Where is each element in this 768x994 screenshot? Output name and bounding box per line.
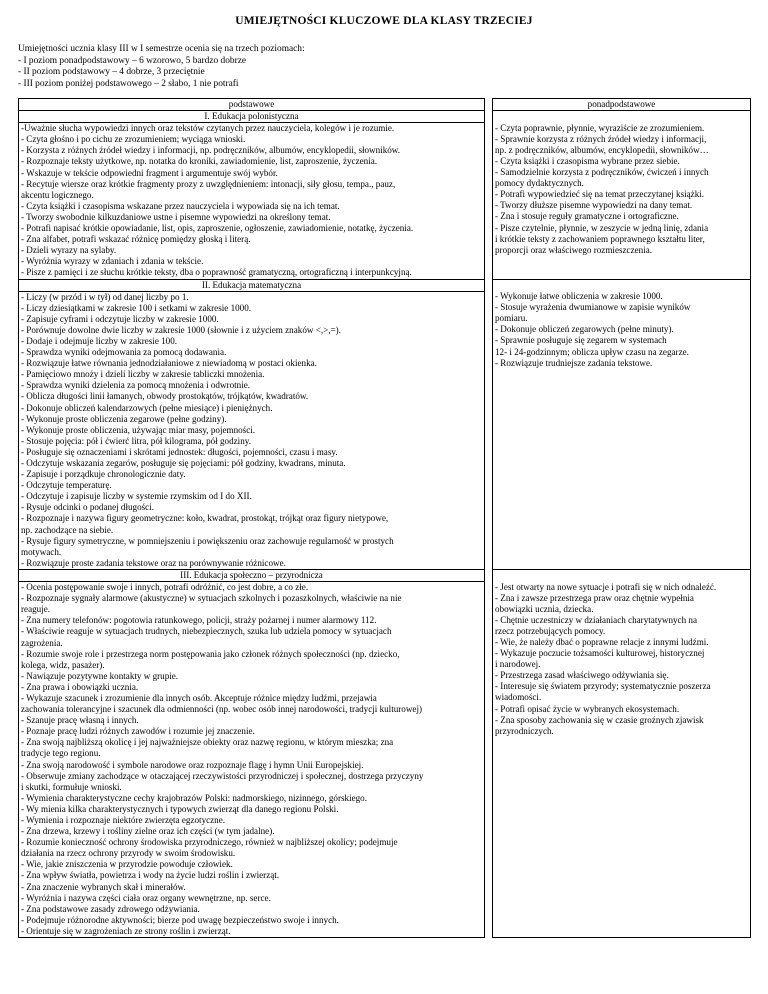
advanced-skill-line: 12- i 24-godzinnym; oblicza upływ czasu na zegarze.	[495, 346, 689, 357]
table-header-row	[19, 99, 751, 111]
advanced-skill-line: pomocy dydaktycznych.	[495, 178, 584, 189]
basic-skill-line: - Wykonuje proste obliczenia, używając miar masy, pojemności.	[21, 424, 256, 435]
advanced-skill-line: - Wykonuje łatwe obliczenia w zakresie 1000.	[495, 291, 663, 302]
basic-skill-line: - Czyta głośno i po cichu ze zrozumieniem; wyciąga wnioski.	[21, 134, 246, 145]
advanced-skill-line: - Rozwiązuje trudniejsze zadania tekstowe.	[495, 357, 653, 368]
advanced-skill-line: obowiązki ucznia, dziecka.	[495, 603, 594, 614]
basic-skill-line: - Dodaje i odejmuje liczby w zakresie 100.	[21, 335, 178, 346]
basic-skill-line: - Dzieli wyrazy na sylaby.	[21, 245, 117, 256]
basic-skill-line: - Liczy dziesiątkami w zakresie 100 i setkami w zakresie 1000.	[21, 302, 252, 313]
basic-skill-line: - Wykonuje proste obliczenia zegarowe (pełne godziny).	[21, 413, 227, 424]
section-heading: II. Edukacja matematyczna	[19, 279, 485, 291]
basic-skill-line: - Zna prawa i obowiązki ucznia.	[21, 681, 139, 692]
basic-skills-cell	[19, 291, 485, 569]
advanced-skill-line: - Sprawnie posługuje się zegarem w systemach	[495, 335, 667, 346]
advanced-skill-line: - Dokonuje obliczeń zegarowych (pełne minuty).	[495, 324, 674, 335]
advanced-skill-line: - Wykazuje poczucie tożsamości kulturowej, historycznej	[495, 648, 705, 659]
advanced-skill-line: - Przestrzega zasad właściwego odżywiania się.	[495, 670, 669, 681]
basic-skill-line: - Zna podstawowe zasady zdrowego odżywiania.	[21, 903, 200, 914]
basic-skill-line: zachowania tolerancyjne i szacunek dla odmienności (np. wobec osób innej narodowości, tradycji kulturowej)	[21, 704, 423, 715]
basic-skill-line: kolega, widz, pasażer).	[21, 659, 105, 670]
advanced-skills-cell	[493, 123, 751, 279]
advanced-skill-line: - Zna sposoby zachowania się w czasie groźnych zjawisk	[495, 714, 704, 725]
intro-line: - I poziom ponadpodstawowy – 6 wzorowo, 5 bardzo dobrze	[18, 55, 247, 66]
advanced-skill-line: - Stosuje wyrażenia dwumianowe w zapisie wyników	[495, 302, 691, 313]
advanced-skill-line: proporcji oraz właściwego rozmieszczenia.	[495, 244, 653, 255]
basic-skill-line: działania na rzecz ochrony przyrody w swoim środowisku.	[21, 848, 236, 859]
basic-skill-line: - Odczytuje temperaturę.	[21, 480, 112, 491]
basic-skill-line: - Zna znaczenie wybranych skał i minerałów.	[21, 881, 186, 892]
advanced-skill-line: - Zna i zawsze przestrzega praw oraz chętnie wypełnia	[495, 592, 694, 603]
basic-skill-line: - Wie, jakie zniszczenia w przyrodzie powoduje człowiek.	[21, 859, 233, 870]
basic-skill-line: - Posługuje się oznaczeniami i skrótami jednostek: długości, pojemności, czasu i masy.	[21, 446, 338, 457]
basic-skill-line: - Wymienia i rozpoznaje niektóre zwierzęta egzotyczne.	[21, 815, 226, 825]
basic-skill-line: - Pamięciowo mnoży i dzieli liczby w zakresie tabliczki mnożenia.	[21, 369, 265, 380]
basic-skill-line: - Nawiązuje pozytywne kontakty w grupie.	[21, 670, 179, 681]
basic-skill-line: - Wy mienia kilka charakterystycznych i typowych zwierząt dla danego regionu Polski.	[21, 803, 339, 814]
basic-skill-line: - Czyta książki i czasopisma wskazane przez nauczyciela i wypowiada się na ich temat.	[21, 200, 340, 211]
section-heading: III. Edukacja społeczno – przyrodnicza	[19, 569, 485, 581]
basic-skills-cell	[19, 123, 485, 279]
advanced-skill-line: wiadomości.	[495, 692, 542, 703]
advanced-skill-line: - Jest otwarty na nowe sytuacje i potrafi się w nich odnaleźć.	[495, 581, 717, 592]
basic-skill-line: - Wymienia charakterystyczne cechy krajobrazów Polski: nadmorskiego, nizinnego, górskiego.	[21, 792, 368, 803]
basic-skill-line: -Uważnie słucha wypowiedzi innych oraz tekstów czytanych przez nauczyciela, kolegów i je rozumie.	[21, 123, 395, 134]
section-heading-row	[19, 569, 751, 581]
advanced-skill-line: - Interesuje się światem przyrody; systematycznie poszerza	[495, 681, 711, 692]
basic-skill-line: - Rozumie swoje role i przestrzega norm postępowania jako członek różnych społeczności (np. dziecko,	[21, 648, 400, 659]
advanced-skill-line: - Chętnie uczestniczy w działaniach charytatywnych na	[495, 614, 697, 625]
advanced-skill-line: - Pisze czytelnie, płynnie, w zeszycie w jedną linię, zdania	[495, 222, 709, 233]
section-heading-row	[19, 111, 751, 123]
basic-skill-line: - Wskazuje w tekście odpowiedni fragment i argumentuje swój wybór.	[21, 167, 278, 178]
advanced-skill-line: - Potrafi opisać życie w wybranych ekosystemach.	[495, 703, 680, 714]
intro-line: Umiejętności ucznia klasy III w I semestrze ocenia się na trzech poziomach:	[18, 44, 305, 54]
basic-skill-line: reaguje.	[21, 604, 51, 615]
advanced-skill-line: - Sprawnie korzysta z różnych źródeł wiedzy i informacji,	[495, 133, 707, 144]
basic-skill-line: - Stosuje pojęcia: pół i ćwierć litra, pół kilograma, pół godziny.	[21, 435, 251, 446]
basic-skill-line: - Obserwuje zmiany zachodzące w otaczającej rzeczywistości przyrodniczej i społecznej, dostrzega przyczyny	[21, 770, 424, 781]
basic-skill-line: tradycje tego regionu.	[21, 748, 101, 759]
column-header-advanced: ponadpodstawowe	[493, 99, 751, 111]
basic-skill-line: - Korzysta z różnych źródeł wiedzy i informacji, np. podręczników, albumów, encyklopedii, słowników.	[21, 145, 401, 156]
basic-skill-line: - Zapisuje cyframi i odczytuje liczby w zakresie 1000.	[21, 313, 219, 324]
column-header-basic: podstawowe	[19, 99, 485, 111]
advanced-skill-line: i narodowej.	[495, 659, 541, 670]
basic-skill-line: - Liczy (w przód i w tył) od danej liczby po 1.	[21, 291, 189, 302]
advanced-skill-line: - Zna i stosuje reguły gramatyczne i ortograficzne.	[495, 211, 679, 222]
basic-skill-line: - Zna numery telefonów: pogotowia ratunkowego, policji, straży pożarnej i numer alarmowy 112.	[21, 615, 377, 626]
basic-skill-line: - Recytuje wiersze oraz krótkie fragmenty prozy z uwzględnieniem: intonacji, siły głosu, tempa., pauz,	[21, 178, 396, 189]
advanced-skills-cell	[493, 291, 751, 569]
basic-skill-line: np. zachodzące na siebie.	[21, 524, 114, 535]
basic-skill-line: - Sprawdza wyniki dzielenia za pomocą mnożenia i odwrotnie.	[21, 380, 251, 391]
section-content-row	[19, 123, 751, 279]
basic-skill-line: - Rozpoznaje i nazywa figury geometryczne: koło, kwadrat, prostokąt, trójkąt oraz figury nietypowe,	[21, 513, 389, 524]
basic-skill-line: - Dokonuje obliczeń kalendarzowych (pełne miesiące) i pieniężnych.	[21, 402, 273, 413]
basic-skill-line: - Wyróżnia wyrazy w zdaniach i zdania w tekście.	[21, 256, 204, 267]
intro-line: - III poziom poniżej podstawowego – 2 słabo, 1 nie potrafi	[18, 78, 239, 89]
basic-skill-line: motywach.	[21, 546, 62, 557]
basic-skill-line: - Zapisuje i porządkuje chronologicznie daty.	[21, 469, 186, 480]
basic-skill-line: - Sprawdza wyniki odejmowania za pomocą dodawania.	[21, 347, 227, 358]
basic-skill-line: - Ocenia postępowanie swoje i innych, potrafi odróżnić, co jest dobre, a co złe.	[21, 582, 309, 593]
advanced-skill-line: - Czyta poprawnie, płynnie, wyraziście ze zrozumieniem.	[495, 122, 705, 133]
basic-skill-line: - Właściwie reaguje w sytuacjach trudnych, niebezpiecznych, szuka lub udziela pomocy w sytuacjach	[21, 626, 392, 637]
sections-body	[19, 111, 751, 938]
section-content-row	[19, 582, 751, 938]
basic-skill-line: - Wyróżnia i nazywa części ciała oraz organy wewnętrzne, np. serce.	[21, 892, 271, 903]
basic-skills-cell	[19, 582, 485, 938]
basic-skill-line: zagrożenia.	[21, 637, 63, 648]
basic-skill-line: i skutki, formułuje wnioski.	[21, 781, 122, 792]
advanced-skill-line: np. z podręczników, albumów, encyklopedii, słowników…	[495, 144, 709, 155]
basic-skill-line: - Orientuje się w zagrożeniach ze strony roślin i zwierząt.	[21, 925, 231, 936]
advanced-skill-line: - Samodzielnie korzysta z podręczników, ćwiczeń i innych	[495, 167, 709, 178]
basic-skill-line: - Oblicza długości linii łamanych, obwody prostokątów, trójkątów, kwadratów.	[21, 391, 309, 402]
basic-skill-line: - Poznaje pracę ludzi różnych zawodów i rozumie jej znaczenie.	[21, 726, 255, 737]
page-title: UMIEJĘTNOŚCI KLUCZOWE DLA KLASY TRZECIEJ	[235, 15, 533, 27]
basic-skill-line: - Odczytuje i zapisuje liczby w systemie rzymskim od I do XII.	[21, 491, 252, 502]
skills-table	[18, 98, 751, 938]
basic-skill-line: - Zna drzewa, krzewy i rośliny zielne oraz ich części (w tym jadalne).	[21, 826, 275, 837]
basic-skill-line: - Zna swoją najbliższą okolicę i jej najważniejsze obiekty oraz nazwę regionu, w którym mieszka; zna	[21, 737, 394, 748]
basic-skill-line: - Wykazuje szacunek i zrozumienie dla innych osób. Akceptuje różnice między ludźmi, przejawia	[21, 692, 377, 703]
basic-skill-line: - Odczytuje wskazania zegarów, posługuje się pojęciami: pół godziny, kwadrans, minuta.	[21, 458, 346, 468]
advanced-skills-cell	[493, 582, 751, 938]
basic-skill-line: - Porównuje dowolne dwie liczby w zakresie 1000 (słownie i z użyciem znaków <,>,=).	[21, 324, 341, 335]
section-heading: I. Edukacja polonistyczna	[19, 111, 485, 123]
basic-skill-line: - Rozwiązuje proste zadania tekstowe oraz na porównywanie różnicowe.	[21, 557, 286, 568]
basic-skill-line: - Rozumie konieczność ochrony środowiska przyrodniczego, również w najbliższej okolicy; podejmuje	[21, 837, 398, 848]
intro-line: - II poziom podstawowy – 4 dobrze, 3 przeciętnie	[18, 67, 205, 78]
basic-skill-line: - Tworzy swobodnie kilkuzdaniowe ustne i pisemne wypowiedzi na określony temat.	[21, 211, 331, 222]
section-content-row	[19, 291, 751, 569]
advanced-skill-line: - Tworzy dłuższe pisemne wypowiedzi na dany temat.	[495, 200, 693, 211]
basic-skill-line: - Rozpoznaje sygnały alarmowe (akustyczne) w sytuacjach szkolnych i pozaszkolnych, właściwie na nie	[21, 593, 402, 604]
basic-skill-line: akcentu logicznego.	[21, 189, 94, 200]
basic-skill-line: - Szanuje pracę własną i innych.	[21, 715, 139, 726]
basic-skill-line: - Rozpoznaje teksty użytkowe, np. notatka do kroniki, zawiadomienie, list, zaproszenie, życzenia.	[21, 156, 378, 167]
advanced-skill-line: - Potrafi wypowiedzieć się na temat przeczytanej książki.	[495, 189, 705, 200]
advanced-skill-line: - Wie, że należy dbać o poprawne relacje z innymi ludźmi.	[495, 637, 709, 647]
basic-skill-line: - Rysuje figury symetryczne, w pomniejszeniu i powiększeniu oraz zachowuje regularność w prostych	[21, 535, 394, 546]
basic-skill-line: - Pisze z pamięci i ze słuchu krótkie teksty, dba o poprawność gramatyczną, ortograficzną i interpunkcyjną.	[21, 267, 412, 278]
basic-skill-line: - Rozwiązuje łatwe równania jednodziałaniowe z niewiadomą w postaci okienka.	[21, 358, 317, 369]
basic-skill-line: - Zna wpływ światła, powietrza i wody na życie ludzi roślin i zwierząt.	[21, 870, 280, 881]
basic-skill-line: - Zna swoją narodowość i symbole narodowe oraz rozpoznaje flagę i hymn Unii Europejskiej.	[21, 759, 364, 770]
advanced-skill-line: przyrodniczych.	[495, 725, 554, 736]
intro-block	[18, 44, 305, 90]
basic-skill-line: - Potrafi napisać krótkie opowiadanie, list, opis, zaproszenie, ogłoszenie, zawiadomienie, notatkę, życzenia.	[21, 223, 414, 234]
advanced-skill-line: - Czyta książki i czasopisma wybrane przez siebie.	[495, 155, 680, 166]
advanced-skill-line: pomiaru.	[495, 313, 528, 324]
basic-skill-line: - Zna alfabet, potrafi wskazać różnicę pomiędzy głoską i literą.	[21, 234, 251, 245]
advanced-skill-line: rzecz potrzebujących pomocy.	[495, 625, 606, 636]
advanced-skill-line: i krótkie teksty z zachowaniem poprawnego kształtu liter,	[495, 233, 705, 244]
basic-skill-line: - Rysuje odcinki o podanej długości.	[21, 502, 154, 513]
basic-skill-line: - Podejmuje różnorodne aktywności; bierze pod uwagę bezpieczeństwo swoje i innych.	[21, 914, 339, 925]
section-heading-row	[19, 279, 751, 291]
